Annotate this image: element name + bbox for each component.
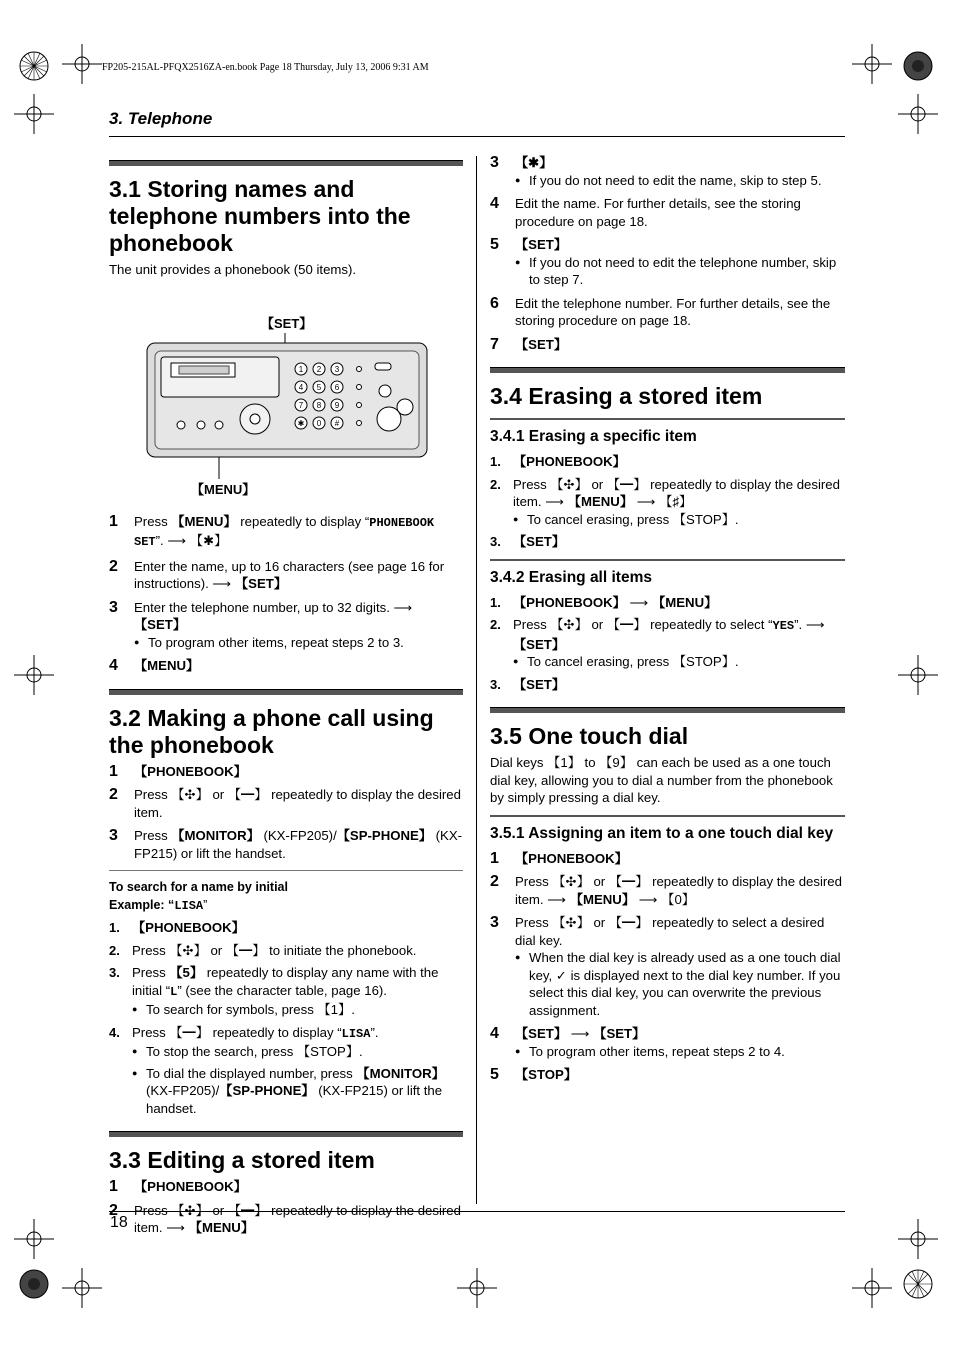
menu-key: 【MENU】 — [567, 494, 634, 509]
step-number: 3. — [109, 965, 120, 980]
step-text: ” (see the character table, page 16). — [177, 982, 387, 998]
s341-step-2 — [490, 476, 845, 529]
step-text: Press — [132, 965, 170, 980]
section-intro: The unit provides a phonebook (50 items). — [109, 262, 357, 277]
section-bar — [109, 689, 463, 695]
figure-label-menu: 【MENU】 — [191, 481, 256, 497]
step-number: 1. — [490, 454, 501, 469]
device-figure — [109, 285, 463, 513]
step-text: Press — [134, 513, 172, 529]
step-number: 2 — [109, 786, 118, 803]
set-key: 【SET】 — [134, 617, 187, 632]
step-text: Press 【✣】 or 【━】 to initiate the phonebook. — [132, 942, 417, 958]
right-column — [490, 154, 845, 1090]
phonebook-key: 【PHONEBOOK】 — [515, 850, 628, 866]
step-number: 4 — [490, 195, 499, 212]
set-key: 【SET】 — [515, 237, 568, 252]
step-text: Press 【✣】 or 【━】 repeatedly to select a desired dial key. — [515, 915, 825, 948]
step-text: Press 【✣】 or 【━】 repeatedly to select “ — [513, 617, 773, 632]
subsection-title-3-5-1: 3.5.1 Assigning an item to a one touch dial key — [490, 824, 834, 842]
step-text: Edit the name. For further details, see the storing procedure on page 18. — [515, 196, 801, 229]
step-text: Enter the telephone number, up to 32 digits. ⟶ — [134, 599, 413, 615]
search-step-2 — [109, 942, 463, 960]
step-text: Edit the telephone number. For further details, see the storing procedure on page 18. — [515, 295, 831, 328]
s35-step-2 — [490, 873, 845, 908]
section-title-3-5: 3.5 One touch dial — [490, 723, 689, 749]
s32-step-3 — [109, 827, 463, 862]
section-title-3-4: 3.4 Erasing a stored item — [490, 383, 763, 409]
display-text: LISA — [341, 1026, 371, 1041]
crosshair-mark-left-mid — [14, 655, 54, 695]
svg-text:9: 9 — [334, 400, 340, 410]
set-key: 【SET】 — [515, 1026, 568, 1041]
svg-text:5: 5 — [316, 382, 322, 392]
step-text: ⟶ — [625, 594, 653, 610]
set-key: 【SET】 — [513, 676, 566, 692]
bullet-note: ● To cancel erasing, press 【STOP】. — [513, 511, 845, 529]
subsection-title-3-4-1: 3.4.1 Erasing a specific item — [490, 428, 697, 445]
section-bar — [490, 367, 845, 373]
s342-step-2 — [490, 616, 845, 671]
menu-key: 【MENU】 — [188, 1220, 255, 1235]
figure-label-set: 【SET】 — [261, 315, 313, 331]
step-text: Press 【✣】 or 【━】 repeatedly to display the desired item. ⟶ — [515, 874, 842, 907]
step-text: ”. ⟶ — [794, 617, 825, 632]
step-number: 3 — [490, 154, 499, 171]
step-text: (KX-FP215) or lift the handset. — [146, 1083, 443, 1116]
s33-step-4 — [490, 195, 845, 230]
crosshair-mark-top-1 — [62, 44, 102, 84]
registration-mark-bottom-right — [898, 1264, 938, 1304]
svg-text:6: 6 — [334, 382, 340, 392]
s341-step-3 — [490, 533, 845, 551]
chapter-header: 3. Telephone — [109, 109, 213, 128]
step-text: Press 【━】 repeatedly to display “ — [132, 1024, 342, 1040]
svg-text:4: 4 — [298, 382, 304, 392]
set-key: 【SET】 — [513, 636, 566, 652]
bullet-note: ● To program other items, repeat steps 2 to 4. — [515, 1043, 845, 1061]
step-text: ” — [203, 897, 208, 912]
svg-text:3: 3 — [334, 364, 340, 374]
step-number: 1. — [490, 594, 501, 610]
step-number: 4 — [490, 1025, 499, 1042]
star-key: 【✱】 — [515, 155, 553, 170]
divider — [109, 870, 463, 871]
crosshair-mark-top-2 — [852, 44, 892, 84]
step-number: 1 — [490, 849, 499, 867]
search-step-1 — [109, 919, 463, 937]
svg-text:#: # — [334, 418, 340, 428]
crosshair-mark-right-2 — [898, 1219, 938, 1259]
subsection-bar — [490, 815, 845, 817]
sp-phone-key: 【SP-PHONE】 — [336, 828, 432, 843]
phonebook-key: 【PHONEBOOK】 — [513, 594, 626, 610]
s33-step-5 — [490, 236, 845, 289]
step-text: repeatedly to display “ — [236, 513, 370, 529]
column-divider — [476, 156, 477, 1204]
s35-step-1 — [490, 850, 845, 868]
bullet-note: ● To stop the search, press 【STOP】. — [132, 1043, 463, 1061]
display-text: YES — [772, 619, 795, 633]
sp-phone-key: 【SP-PHONE】 — [219, 1083, 315, 1098]
registration-mark-top-right — [898, 46, 938, 86]
s31-step-2 — [109, 558, 463, 593]
step-number: 5 — [490, 1066, 499, 1083]
bullet-note: ● When the dial key is already used as a one touch dial key, ✓ is displayed next to the dial key number. If you select this dial key, you can overwrite the previous assignment. — [515, 949, 845, 1019]
set-key: 【SET】 — [515, 336, 568, 352]
section-bar — [109, 1131, 463, 1137]
s342-step-1 — [490, 594, 845, 612]
section-title-3-3: 3.3 Editing a stored item — [109, 1147, 375, 1173]
display-text: L — [170, 984, 178, 999]
display-text: LISA — [174, 898, 204, 913]
step-number: 1. — [109, 920, 120, 935]
header-rule — [109, 136, 845, 137]
s35-step-3 — [490, 914, 845, 1019]
step-number: 2 — [109, 557, 118, 575]
step-number: 2. — [490, 476, 501, 492]
step-number: 2 — [109, 1201, 118, 1219]
step-number: 3. — [490, 676, 501, 692]
section-intro: Dial keys 【1】 to 【9】 can each be used as a one touch dial key, allowing you to dial a number from the phonebook by simply pressing a dial key. — [490, 755, 833, 805]
step-text: ”. — [370, 1024, 379, 1040]
page-number: 18 — [110, 1214, 128, 1231]
key-5: 【5】 — [169, 965, 204, 980]
bullet-note: ● If you do not need to edit the telephone number, skip to step 7. — [515, 254, 845, 289]
crosshair-mark-right-mid — [898, 655, 938, 695]
monitor-key: 【MONITOR】 — [171, 828, 260, 843]
s31-step-4 — [109, 657, 463, 675]
set-key: 【SET】 — [513, 534, 566, 549]
svg-text:8: 8 — [316, 400, 322, 410]
monitor-key: 【MONITOR】 — [356, 1065, 445, 1081]
bullet-note: ● If you do not need to edit the name, skip to step 5. — [515, 172, 845, 190]
left-column — [109, 160, 463, 1243]
step-number: 7 — [490, 335, 499, 353]
step-number: 5 — [490, 236, 499, 253]
phonebook-key: 【PHONEBOOK】 — [132, 920, 245, 935]
registration-mark-top-left — [14, 46, 54, 86]
s32-step-1 — [109, 763, 463, 781]
step-number: 1 — [109, 512, 118, 530]
step-text: ⟶ 【0】 — [635, 891, 695, 907]
crosshair-mark-right-1 — [898, 94, 938, 134]
step-text: Press 【✣】 or 【━】 repeatedly to display the desired item. ⟶ — [513, 476, 840, 509]
set-key: 【SET】 — [593, 1026, 646, 1041]
phonebook-key: 【PHONEBOOK】 — [134, 1179, 247, 1194]
example-label: Example: “ — [109, 897, 175, 912]
menu-key: 【MENU】 — [652, 594, 718, 610]
step-number: 3. — [490, 534, 501, 549]
step-number: 4. — [109, 1024, 120, 1040]
s32-step-2 — [109, 786, 463, 821]
bullet-note — [132, 1065, 463, 1118]
s33-step-6 — [490, 295, 845, 330]
step-text: Press 【✣】 or 【━】 repeatedly to display the desired item. ⟶ — [134, 1202, 461, 1235]
step-number: 1 — [109, 762, 118, 780]
step-text: Enter the name, up to 16 characters (see page 16 for instructions). ⟶ — [134, 558, 445, 591]
crosshair-mark-left-1 — [14, 94, 54, 134]
section-bar — [490, 707, 845, 713]
menu-key: 【MENU】 — [569, 891, 636, 907]
crosshair-mark-bottom-1 — [62, 1268, 102, 1308]
bullet-note: ● To cancel erasing, press 【STOP】. — [513, 653, 845, 671]
menu-key: 【MENU】 — [134, 658, 200, 673]
s31-step-3 — [109, 599, 463, 652]
search-step-4 — [109, 1024, 463, 1118]
step-number: 2. — [490, 617, 501, 632]
section-title-3-1: 3.1 Storing names and telephone numbers into the phonebook — [109, 176, 411, 256]
step-text: To dial the displayed number, press — [146, 1065, 357, 1081]
step-text: ”. ⟶ 【✱】 — [155, 533, 228, 548]
s33-step-1 — [109, 1178, 463, 1196]
svg-text:2: 2 — [316, 364, 322, 374]
step-number: 1 — [109, 1178, 118, 1195]
step-number: 2. — [109, 942, 120, 958]
s31-step-1 — [109, 513, 463, 552]
svg-text:✱: ✱ — [297, 418, 305, 428]
step-number: 3 — [109, 598, 118, 616]
s33-step-2 — [109, 1202, 463, 1237]
s341-step-1 — [490, 453, 845, 471]
bullet-note: ● To program other items, repeat steps 2 to 3. — [134, 634, 463, 652]
section-bar — [109, 160, 463, 166]
subsection-bar — [490, 559, 845, 561]
step-text: (KX-FP215) or lift the handset. — [134, 828, 463, 861]
step-text: (KX-FP205)/ — [146, 1083, 220, 1098]
step-text: ⟶ — [567, 1026, 594, 1041]
step-number: 4 — [109, 657, 118, 674]
display-text: PHONEBOOK SET — [134, 515, 435, 549]
search-title: To search for a name by initial — [109, 880, 288, 894]
step-text: repeatedly to display any name with the initial “ — [132, 965, 439, 998]
svg-text:0: 0 — [316, 418, 322, 428]
step-number: 6 — [490, 294, 499, 312]
fax-control-panel-illustration — [145, 333, 429, 479]
crosshair-mark-bottom-2 — [852, 1268, 892, 1308]
s33-step-7 — [490, 336, 845, 354]
s35-step-5 — [490, 1066, 845, 1084]
step-text: Press — [134, 828, 172, 843]
step-number: 3 — [490, 914, 499, 931]
crosshair-mark-left-2 — [14, 1219, 54, 1259]
s342-step-3 — [490, 676, 845, 694]
subsection-title-3-4-2: 3.4.2 Erasing all items — [490, 568, 652, 586]
s33-step-3 — [490, 154, 845, 189]
stop-key: 【STOP】 — [515, 1067, 578, 1082]
menu-key: 【MENU】 — [171, 513, 237, 529]
phonebook-key: 【PHONEBOOK】 — [134, 763, 247, 779]
step-text: (KX-FP205)/ — [259, 828, 337, 843]
s35-step-4 — [490, 1025, 845, 1060]
step-number: 2 — [490, 873, 499, 890]
step-text: Press 【✣】 or 【━】 repeatedly to display the desired item. — [134, 787, 461, 820]
section-title-3-2: 3.2 Making a phone call using the phonebook — [109, 704, 434, 758]
step-number: 3 — [109, 827, 118, 844]
print-slug: FP205-215AL-PFQX2516ZA-en.book Page 18 Thursday, July 13, 2006 9:31 AM — [102, 62, 429, 73]
phonebook-key: 【PHONEBOOK】 — [513, 454, 626, 469]
subsection-bar — [490, 418, 845, 420]
search-step-3 — [109, 964, 463, 1019]
crosshair-mark-bottom-center — [457, 1268, 497, 1308]
set-key: 【SET】 — [235, 576, 288, 591]
bullet-note: ● To search for symbols, press 【1】. — [132, 1001, 463, 1019]
svg-text:7: 7 — [298, 400, 304, 410]
step-text: ⟶ 【♯】 — [633, 494, 693, 509]
svg-text:1: 1 — [298, 364, 304, 374]
example-line — [109, 897, 463, 916]
registration-mark-bottom-left — [14, 1264, 54, 1304]
